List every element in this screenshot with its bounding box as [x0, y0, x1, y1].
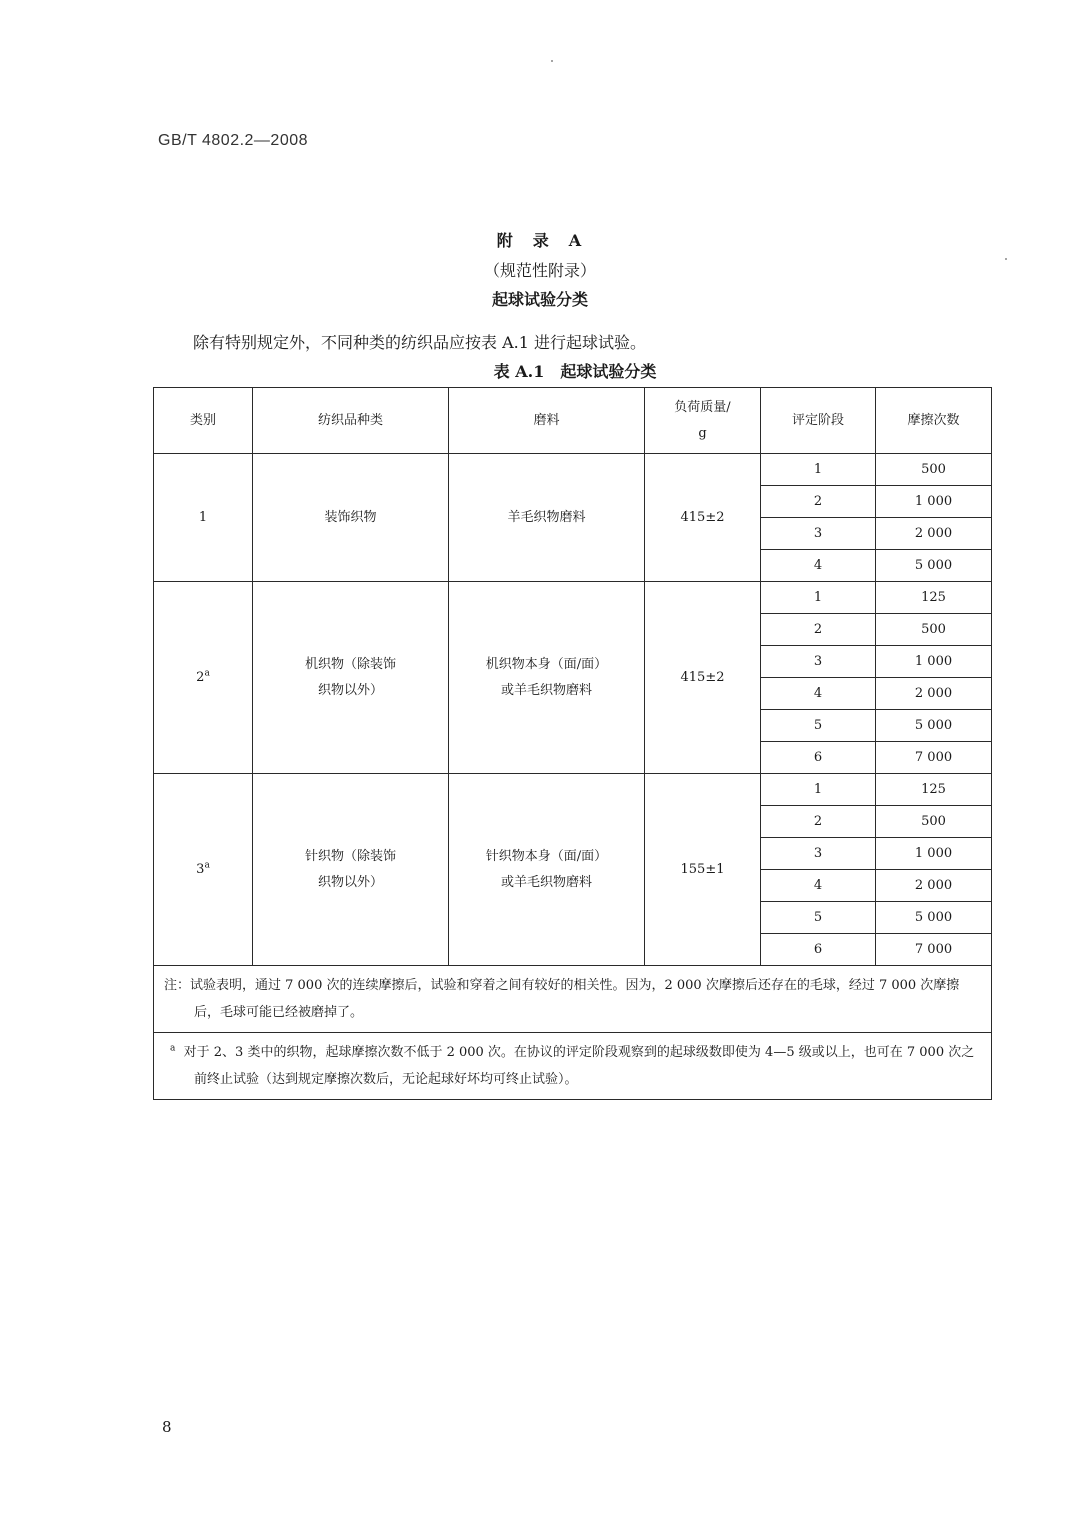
header-fabric-type: 纺织品种类 — [253, 388, 449, 454]
page-number: 8 — [162, 1418, 172, 1436]
header-load-unit: g — [698, 425, 707, 441]
abradant-cell — [449, 454, 645, 582]
abradant-cell — [449, 582, 645, 774]
cycles-cell: 500 — [876, 454, 992, 486]
table-footnote: 对于 2、3 类中的织物，起球摩擦次数不低于 2 000 次。在协议的评定阶段观察到的起球级数即使为 4—5 级或以上，也可在 7 000 次之前终止试验（达到规定摩擦次数后，无论起球好坏均可终止试验）。 — [183, 1045, 975, 1087]
header-load-mass-label: 负荷质量/ — [674, 399, 731, 415]
abradant-cell — [449, 774, 645, 966]
fabric-type-text: 织物以外） — [317, 874, 383, 890]
stage-cell: 4 — [761, 678, 876, 710]
cycles-cell: 2 000 — [876, 678, 992, 710]
cycles-cell: 5 000 — [876, 902, 992, 934]
stage-cell: 1 — [761, 582, 876, 614]
appendix-title: 附 录 A — [496, 231, 584, 250]
category-number: 2 — [196, 669, 205, 685]
pilling-test-table — [153, 387, 992, 1100]
table-footnote-cell — [154, 1033, 992, 1100]
header-abradant: 磨料 — [449, 388, 645, 454]
stage-cell: 2 — [761, 614, 876, 646]
fabric-type-cell — [253, 454, 449, 582]
category-number: 3 — [196, 861, 205, 877]
intro-paragraph: 除有特别规定外，不同种类的纺织品应按表 A.1 进行起球试验。 — [193, 333, 646, 352]
stage-cell: 6 — [761, 742, 876, 774]
stage-cell: 3 — [761, 838, 876, 870]
category-cell — [154, 774, 253, 966]
footnote-row — [154, 1033, 992, 1100]
cycles-cell: 2 000 — [876, 518, 992, 550]
load-cell: 415±2 — [645, 454, 761, 582]
abradant-text: 或羊毛织物磨料 — [500, 682, 592, 698]
cycles-cell: 2 000 — [876, 870, 992, 902]
category-cell — [154, 454, 253, 582]
table-row — [154, 774, 992, 806]
cycles-cell: 1 000 — [876, 838, 992, 870]
header-stage: 评定阶段 — [761, 388, 876, 454]
stage-cell: 1 — [761, 454, 876, 486]
category-number: 1 — [198, 509, 208, 525]
cycles-cell: 5 000 — [876, 550, 992, 582]
appendix-type: （规范性附录） — [483, 261, 596, 280]
fabric-type-cell — [253, 582, 449, 774]
stage-cell: 6 — [761, 934, 876, 966]
abradant-text: 或羊毛织物磨料 — [500, 874, 592, 890]
table-row — [154, 454, 992, 486]
cycles-cell: 5 000 — [876, 710, 992, 742]
fabric-type-text: 装饰织物 — [324, 509, 377, 525]
fabric-type-cell — [253, 774, 449, 966]
stage-cell: 1 — [761, 774, 876, 806]
table-note: 注：试验表明，通过 7 000 次的连续摩擦后，试验和穿着之间有较好的相关性。因为，2 000 次摩擦后还存在的毛球，经过 7 000 次摩擦后，毛球可能已经被磨掉了。 — [154, 966, 992, 1033]
fabric-type-text: 针织物（除装饰 — [304, 848, 396, 864]
header-category: 类别 — [154, 388, 253, 454]
abradant-text: 机织物本身（面/面） — [485, 656, 608, 672]
fabric-type-text: 织物以外） — [317, 682, 383, 698]
cycles-cell: 500 — [876, 806, 992, 838]
stage-cell: 2 — [761, 486, 876, 518]
stage-cell: 3 — [761, 518, 876, 550]
load-cell: 155±1 — [645, 774, 761, 966]
cycles-cell: 500 — [876, 614, 992, 646]
stage-cell: 5 — [761, 710, 876, 742]
stage-cell: 2 — [761, 806, 876, 838]
scan-speck — [551, 60, 553, 62]
footnote-ref: a — [204, 860, 210, 871]
cycles-cell: 7 000 — [876, 934, 992, 966]
cycles-cell: 1 000 — [876, 486, 992, 518]
standard-code: GB/T 4802.2—2008 — [158, 132, 309, 149]
table-header-row — [154, 388, 992, 454]
cycles-cell: 125 — [876, 774, 992, 806]
footnote-mark: a — [170, 1043, 176, 1054]
cycles-cell: 7 000 — [876, 742, 992, 774]
category-cell — [154, 582, 253, 774]
load-cell: 415±2 — [645, 582, 761, 774]
cycles-cell: 1 000 — [876, 646, 992, 678]
footnote-ref: a — [204, 668, 210, 679]
appendix-subject: 起球试验分类 — [491, 290, 588, 309]
cycles-cell: 125 — [876, 582, 992, 614]
abradant-text: 针织物本身（面/面） — [485, 848, 608, 864]
stage-cell: 5 — [761, 902, 876, 934]
table-row — [154, 582, 992, 614]
abradant-text: 羊毛织物磨料 — [507, 509, 586, 525]
stage-cell: 4 — [761, 550, 876, 582]
note-row — [154, 966, 992, 1033]
header-cycles: 摩擦次数 — [876, 388, 992, 454]
stage-cell: 3 — [761, 646, 876, 678]
fabric-type-text: 机织物（除装饰 — [304, 656, 396, 672]
header-load-mass — [645, 388, 761, 454]
table-caption: 表 A.1 起球试验分类 — [493, 362, 657, 381]
stage-cell: 4 — [761, 870, 876, 902]
